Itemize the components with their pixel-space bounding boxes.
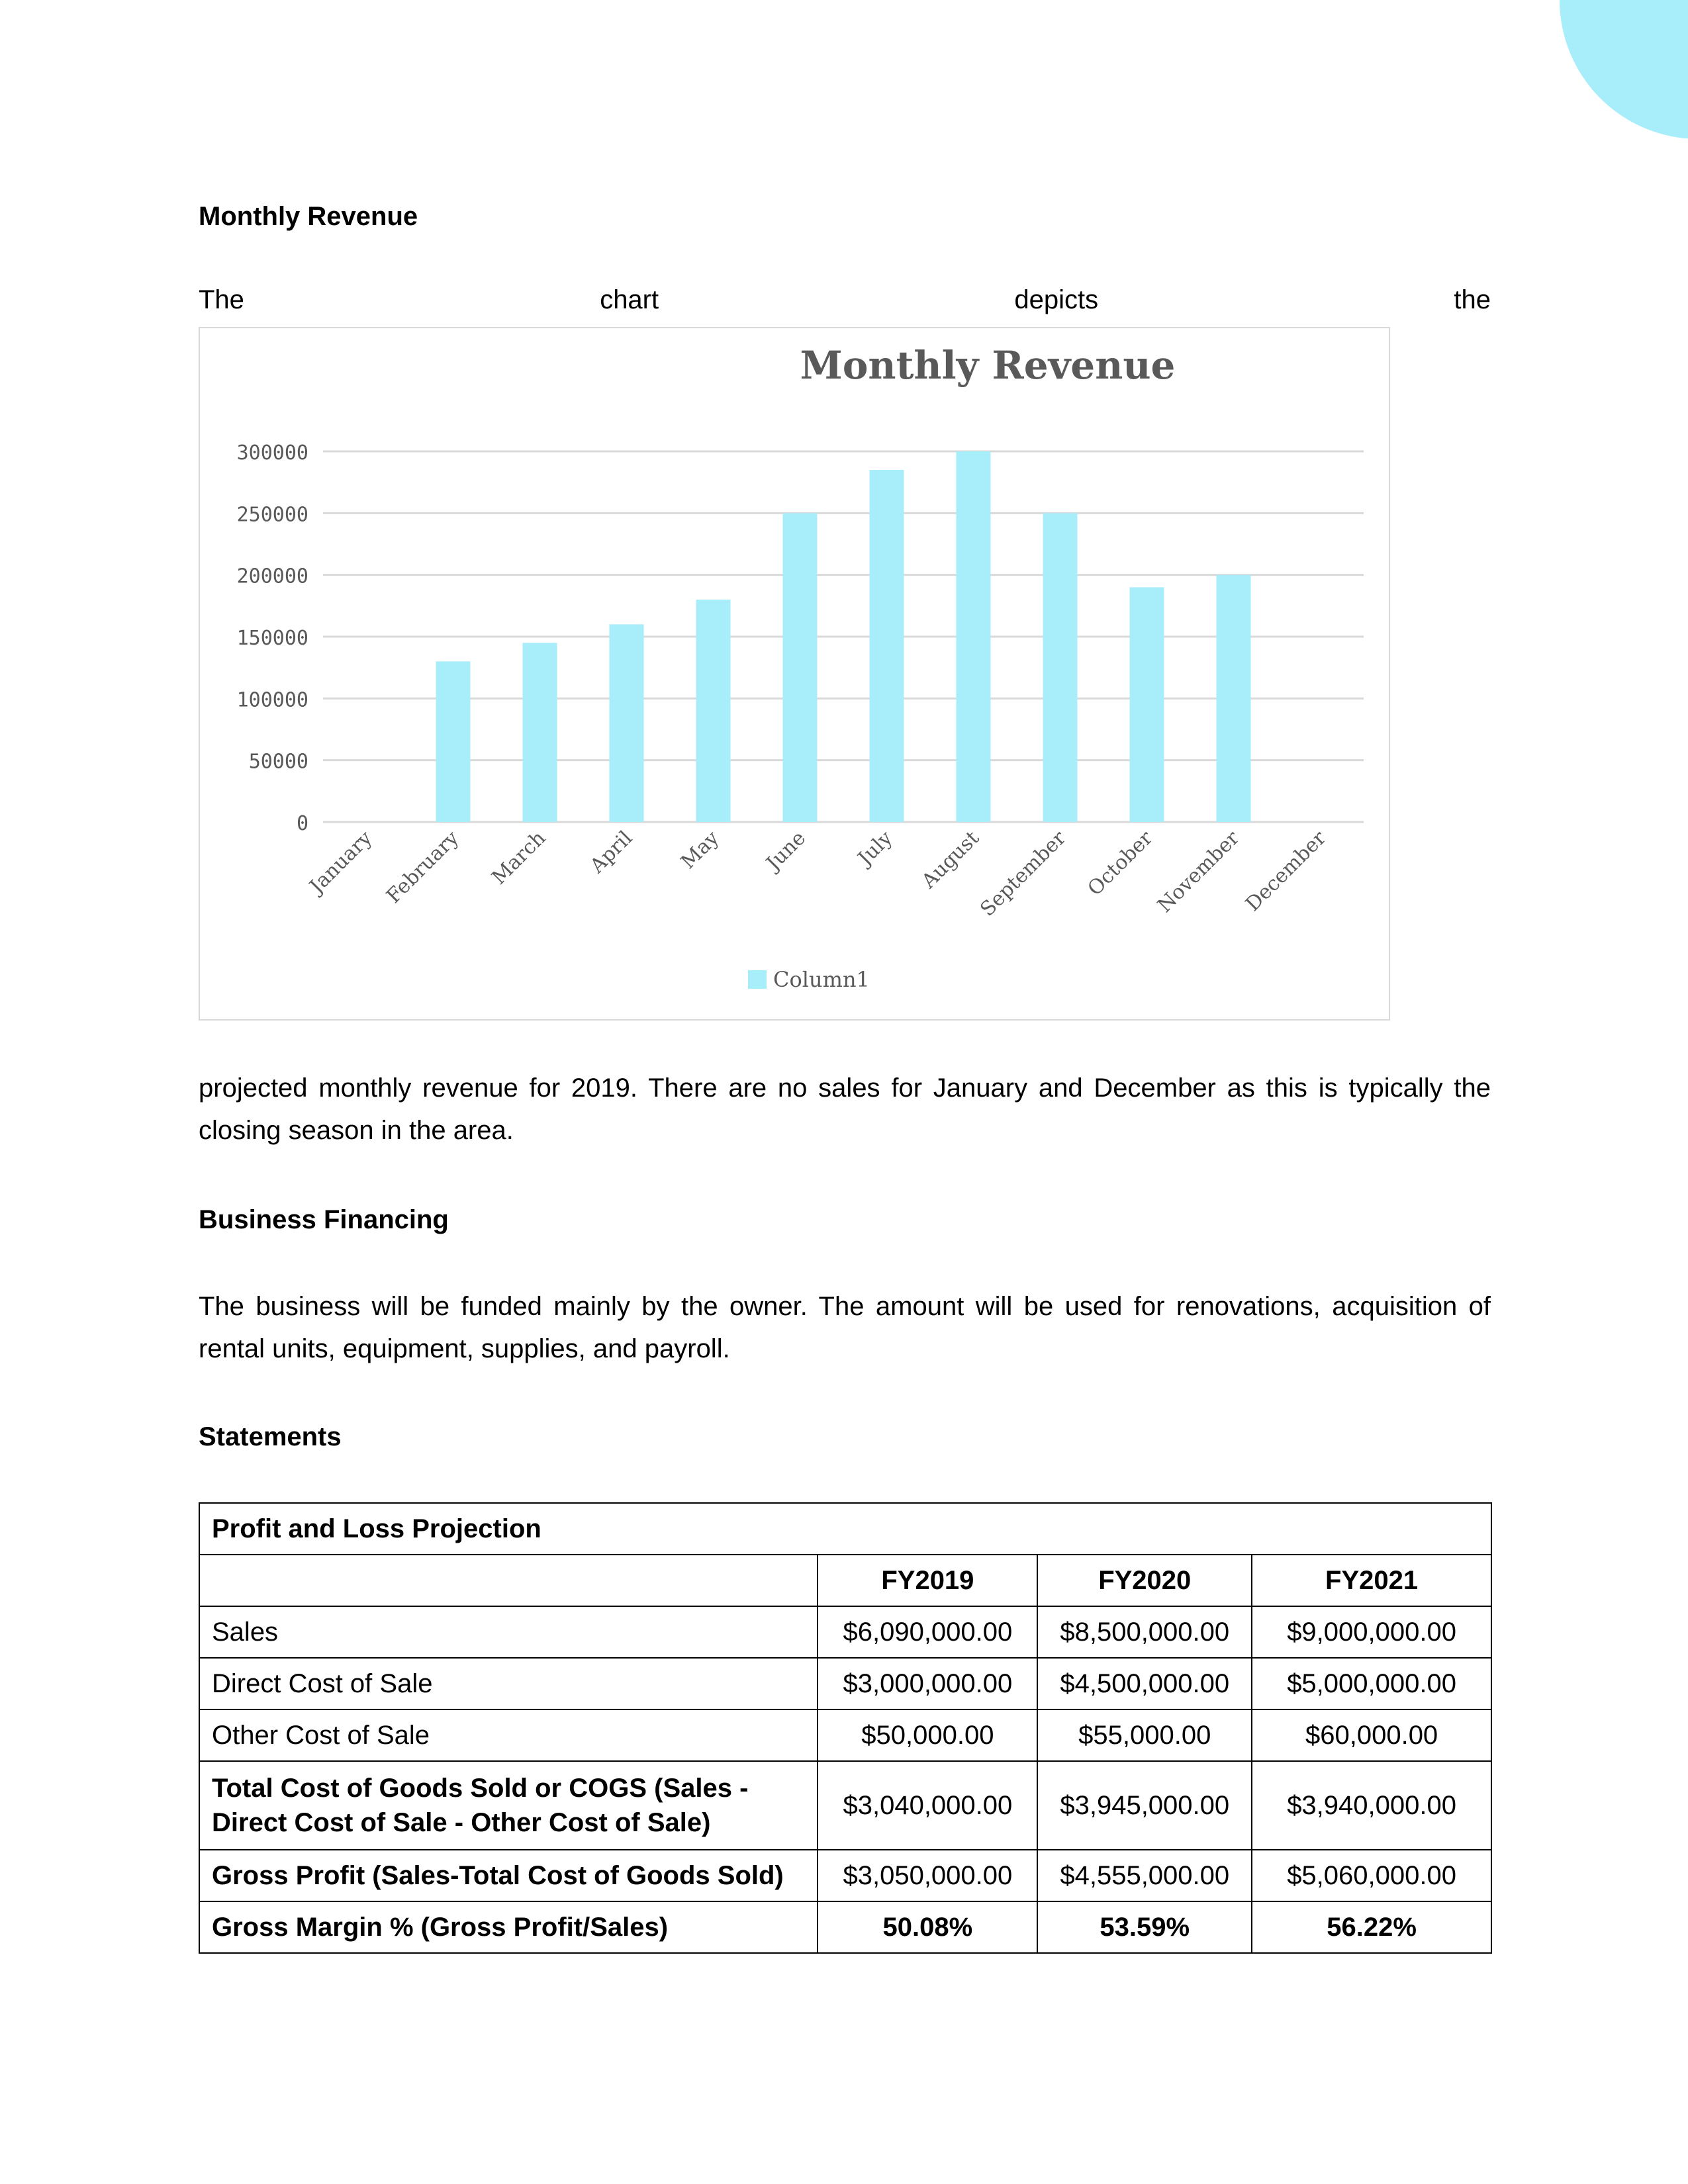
x-tick-label: September bbox=[976, 826, 1071, 921]
legend-swatch bbox=[748, 970, 767, 989]
table-cell: $4,555,000.00 bbox=[1037, 1850, 1252, 1901]
monthly-revenue-heading: Monthly Revenue bbox=[199, 202, 418, 231]
x-tick-label: April bbox=[585, 826, 637, 878]
table-cell: $9,000,000.00 bbox=[1252, 1606, 1491, 1658]
bar bbox=[610, 624, 644, 822]
bar bbox=[523, 643, 557, 822]
chart-canvas bbox=[200, 328, 1391, 1022]
y-tick-label: 50000 bbox=[248, 750, 308, 774]
intro-word: The bbox=[199, 285, 244, 314]
row-label: Gross Margin % (Gross Profit/Sales) bbox=[199, 1901, 818, 1953]
x-tick-label: August bbox=[917, 826, 984, 893]
decorative-corner-circle bbox=[1560, 0, 1688, 139]
intro-word: chart bbox=[600, 285, 659, 314]
table-row bbox=[199, 1761, 1491, 1850]
table-cell: $3,040,000.00 bbox=[818, 1761, 1037, 1850]
intro-word: the bbox=[1454, 285, 1491, 314]
x-tick-label: November bbox=[1153, 826, 1244, 917]
bar bbox=[870, 470, 904, 822]
bar bbox=[696, 600, 731, 822]
table-row bbox=[199, 1658, 1491, 1709]
row-label: Gross Profit (Sales-Total Cost of Goods Sold) bbox=[199, 1850, 818, 1901]
table-cell: $3,945,000.00 bbox=[1037, 1761, 1252, 1850]
table-cell: $5,060,000.00 bbox=[1252, 1850, 1491, 1901]
table-title-row bbox=[199, 1503, 1491, 1555]
table-row bbox=[199, 1606, 1491, 1658]
y-tick-label: 100000 bbox=[236, 688, 308, 712]
bar bbox=[1217, 575, 1251, 822]
table-cell: $50,000.00 bbox=[818, 1709, 1037, 1761]
table-cell: $8,500,000.00 bbox=[1037, 1606, 1252, 1658]
table-cell: 56.22% bbox=[1252, 1901, 1491, 1953]
table-cell: 53.59% bbox=[1037, 1901, 1252, 1953]
table-cell: $3,050,000.00 bbox=[818, 1850, 1037, 1901]
profit-loss-table bbox=[199, 1502, 1492, 1954]
table-row bbox=[199, 1709, 1491, 1761]
monthly-revenue-chart bbox=[199, 327, 1390, 1021]
table-title: Profit and Loss Projection bbox=[199, 1503, 1491, 1555]
table-header-row bbox=[199, 1555, 1491, 1606]
table-cell: $55,000.00 bbox=[1037, 1709, 1252, 1761]
table-row bbox=[199, 1850, 1491, 1901]
row-label: Sales bbox=[199, 1606, 818, 1658]
y-tick-label: 150000 bbox=[236, 627, 308, 650]
y-tick-label: 300000 bbox=[236, 441, 308, 465]
table-cell: $4,500,000.00 bbox=[1037, 1658, 1252, 1709]
x-tick-label: March bbox=[487, 826, 551, 889]
x-tick-label: December bbox=[1241, 826, 1331, 917]
row-label: Direct Cost of Sale bbox=[199, 1658, 818, 1709]
bar bbox=[436, 661, 471, 822]
table-cell: $60,000.00 bbox=[1252, 1709, 1491, 1761]
business-financing-heading: Business Financing bbox=[199, 1205, 449, 1234]
table-cell: $3,940,000.00 bbox=[1252, 1761, 1491, 1850]
financing-paragraph: The business will be funded mainly by the owner. The amount will be used for renovations, acquisition of rental units, equipment, supplies, and payroll. bbox=[199, 1292, 1491, 1363]
y-tick-label: 200000 bbox=[236, 565, 308, 588]
x-tick-label: October bbox=[1083, 826, 1158, 901]
bar bbox=[1043, 513, 1078, 822]
y-tick-label: 0 bbox=[296, 812, 308, 835]
row-label: Other Cost of Sale bbox=[199, 1709, 818, 1761]
row-label: Total Cost of Goods Sold or COGS (Sales - Direct Cost of Sale - Other Cost of Sale) bbox=[199, 1761, 818, 1850]
statements-heading: Statements bbox=[199, 1422, 342, 1451]
x-tick-label: June bbox=[762, 826, 811, 876]
chart-title: Monthly Revenue bbox=[800, 343, 1176, 388]
table-header-cell: FY2019 bbox=[818, 1555, 1037, 1606]
revenue-paragraph: projected monthly revenue for 2019. There are no sales for January and December as this is typically the closing season in the area. bbox=[199, 1073, 1491, 1145]
x-tick-label: January bbox=[305, 826, 377, 898]
table-cell: $5,000,000.00 bbox=[1252, 1658, 1491, 1709]
table-header-cell: FY2021 bbox=[1252, 1555, 1491, 1606]
table-row bbox=[199, 1901, 1491, 1953]
intro-word: depicts bbox=[1014, 285, 1099, 314]
table-header-cell bbox=[199, 1555, 818, 1606]
table-header-cell: FY2020 bbox=[1037, 1555, 1252, 1606]
bar bbox=[1130, 587, 1164, 822]
x-tick-label: May bbox=[677, 826, 724, 874]
table-cell: $3,000,000.00 bbox=[818, 1658, 1037, 1709]
table-cell: 50.08% bbox=[818, 1901, 1037, 1953]
bar bbox=[783, 513, 818, 822]
x-tick-label: February bbox=[382, 826, 464, 908]
bar bbox=[957, 451, 991, 822]
chart-intro-line bbox=[199, 283, 1491, 316]
y-tick-label: 250000 bbox=[236, 503, 308, 527]
table-cell: $6,090,000.00 bbox=[818, 1606, 1037, 1658]
legend-label: Column1 bbox=[773, 967, 870, 992]
x-tick-label: July bbox=[853, 826, 898, 870]
